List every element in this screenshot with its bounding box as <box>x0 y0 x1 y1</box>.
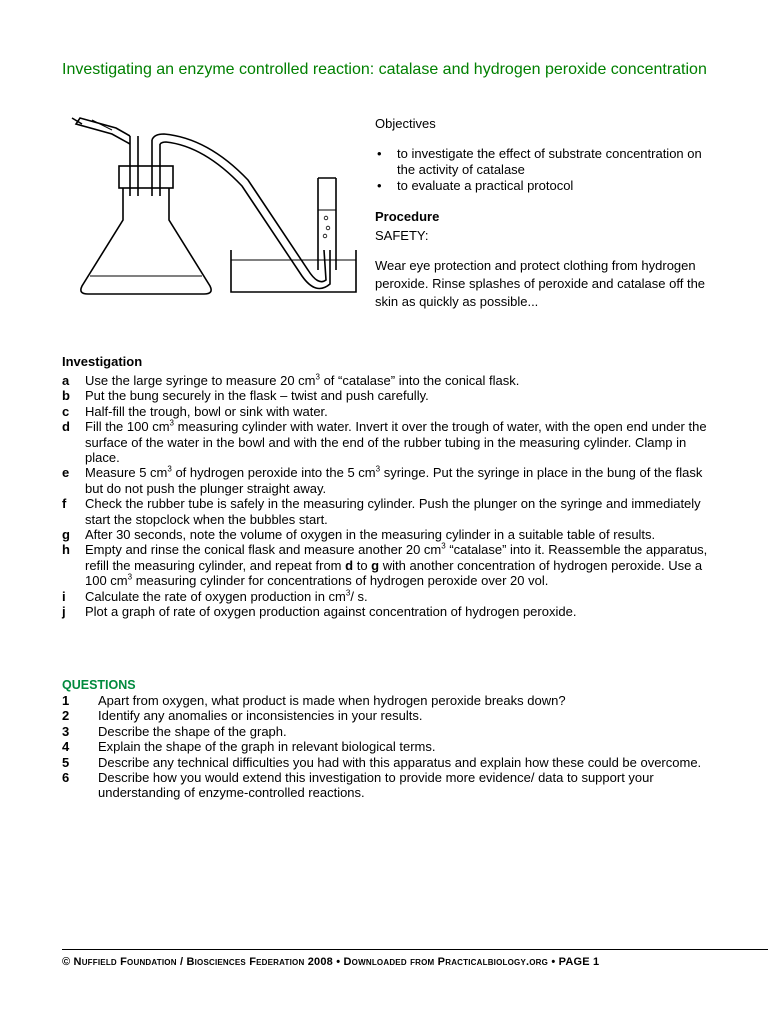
step-letter: e <box>62 465 70 481</box>
safety-text: Wear eye protection and protect clothing from hydrogen peroxide. Rinse splashes of peroxide and catalase off the skin as quickly as possible... <box>375 258 706 309</box>
measuring-cylinder <box>318 178 336 270</box>
investigation-step <box>62 496 712 527</box>
step-letter: i <box>62 588 66 604</box>
investigation-heading: Investigation <box>62 354 143 369</box>
objective-item: • to investigate the effect of substrate concentration on the activity of catalase <box>375 146 715 177</box>
step-text: Check the rubber tube is safely in the measuring cylinder. Push the plunger on the syringe and immediately start the stopclock when the bubbles start. <box>85 496 701 527</box>
question-number: 3 <box>62 723 70 739</box>
question-text: Explain the shape of the graph in relevant biological terms. <box>98 739 436 755</box>
footer-divider <box>62 949 768 950</box>
investigation-step <box>62 419 712 465</box>
question-item <box>62 693 722 708</box>
question-text: Identify any anomalies or inconsistencies in your results. <box>98 708 423 724</box>
question-text: Describe how you would extend this investigation to provide more evidence/ data to support your understanding of enzyme-controlled reactions. <box>98 770 654 801</box>
question-number: 5 <box>62 754 70 770</box>
procedure-heading: Procedure <box>375 209 440 224</box>
question-item <box>62 739 722 754</box>
investigation-step <box>62 542 712 588</box>
investigation-steps <box>62 373 712 620</box>
step-letter: j <box>62 604 66 620</box>
question-item <box>62 724 722 739</box>
question-text: Describe any technical difficulties you had with this apparatus and explain how these could be overcome. <box>98 754 702 770</box>
delivery-tube <box>152 134 326 282</box>
step-letter: a <box>62 373 70 388</box>
investigation-step <box>62 527 712 542</box>
objectives-list <box>375 146 715 195</box>
flask-bung <box>119 166 173 188</box>
step-letter: f <box>62 496 67 512</box>
question-number: 2 <box>62 708 70 724</box>
question-item <box>62 708 722 723</box>
step-text: After 30 seconds, note the volume of oxygen in the measuring cylinder in a suitable table of results. <box>85 527 656 543</box>
page-title: Investigating an enzyme controlled reaction: catalase and hydrogen peroxide concentration <box>62 61 707 78</box>
question-text: Describe the shape of the graph. <box>98 723 287 739</box>
step-text: Measure 5 $cm^3$ of hydrogen peroxide into the 5 $cm^3$ syringe. Put the syringe in place in the bung of the flask but do not push the plunger straight away. <box>85 465 703 496</box>
step-text: Use the large syringe to measure 20 $cm^3$ of “catalase” into the conical flask. <box>85 372 520 388</box>
step-text: Plot a graph of rate of oxygen production against concentration of hydrogen peroxide. <box>85 604 577 620</box>
page-footer: © Nuffield Foundation / Biosciences Federation 2008 • Downloaded from Practicalbiology.org • PAGE 1 <box>62 956 600 968</box>
step-letter: b <box>62 388 70 404</box>
question-item <box>62 770 722 801</box>
safety-label: SAFETY: <box>375 228 429 243</box>
question-number: 4 <box>62 739 70 755</box>
investigation-step <box>62 373 712 388</box>
step-letter: c <box>62 403 70 419</box>
investigation-step <box>62 604 712 619</box>
investigation-step <box>62 589 712 604</box>
syringe <box>72 118 130 144</box>
step-letter: g <box>62 527 70 543</box>
step-letter: d <box>62 419 70 435</box>
objectives-heading: Objectives <box>375 116 436 131</box>
step-text: Fill the 100 $cm^3$ measuring cylinder with water. Invert it over the trough of water, with the open end under the surface of the water in the bowl and with the end of the rubber tubing in the measuring cylinder. Clamp in place. <box>85 418 707 466</box>
question-item <box>62 755 722 770</box>
step-text: Empty and rinse the conical flask and measure another 20 $cm^3$ “catalase” into it. Reassemble the apparatus, refill the measuring cylinder, and repeat from d to g with another concentration of hydrogen peroxide. Use a 100 $cm^3$ measuring cylinder for concentrations of hydrogen peroxide over 20 vol. <box>85 542 708 589</box>
questions-heading: QUESTIONS <box>62 678 136 692</box>
step-text: Calculate the rate of oxygen production in $cm^3/$ s. <box>85 588 368 604</box>
water-trough <box>231 250 356 292</box>
step-text: Half-fill the trough, bowl or sink with water. <box>85 403 328 419</box>
question-number: 1 <box>62 693 70 708</box>
apparatus-diagram <box>68 110 368 302</box>
step-letter: h <box>62 542 70 558</box>
investigation-step <box>62 404 712 419</box>
step-text: Put the bung securely in the flask – twist and push carefully. <box>85 388 429 404</box>
question-text: Apart from oxygen, what product is made when hydrogen peroxide breaks down? <box>98 693 566 708</box>
investigation-step <box>62 465 712 496</box>
investigation-step <box>62 388 712 403</box>
questions-list <box>62 693 722 801</box>
question-number: 6 <box>62 770 70 786</box>
objective-item: • to evaluate a practical protocol <box>375 178 715 194</box>
